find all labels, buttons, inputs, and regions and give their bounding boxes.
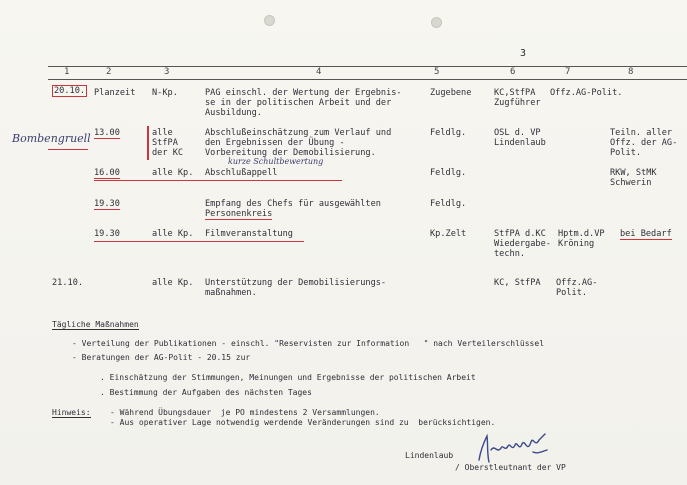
signature-rank: / Oberstleutnant der VP — [455, 463, 566, 472]
row2-activity-1: Abschlußeinschätzung zum Verlauf und — [205, 128, 392, 138]
row5-unit: alle Kp. — [152, 229, 194, 239]
row3-red-underline — [94, 180, 342, 181]
punch-hole-left — [264, 15, 275, 26]
row1-place: Zugebene — [430, 88, 472, 98]
row6-activity-1: Unterstützung der Demobilisierungs- — [205, 278, 387, 288]
punch-hole-right — [431, 17, 442, 28]
row1-unit: N-Kp. — [152, 88, 178, 98]
row1-activity-2: se in der politischen Arbeit und der — [205, 98, 392, 108]
notes-label: Hinweis: — [52, 408, 91, 417]
row6-participants-2: Polit. — [556, 288, 588, 298]
row2-remarks-3: Polit. — [610, 148, 642, 158]
row2-time: 13.00 — [94, 128, 120, 138]
col-num-4: 4 — [316, 67, 322, 77]
row5-participants-1: Hptm.d.VP — [558, 229, 605, 239]
row3-remarks-2: Schwerin — [610, 178, 652, 188]
activity-handwriting: kurze Schultbewertung — [228, 157, 324, 166]
row6-responsible: KC, StfPA — [494, 278, 541, 288]
row1-participants: Offz.AG-Polit. — [550, 88, 623, 98]
row4-activity-1: Empfang des Chefs für ausgewählten — [205, 199, 381, 209]
column-numbers — [0, 66, 687, 80]
daily-measure-subitem-1: . Einschätzung der Stimmungen, Meinungen und Ergebnisse der politischen Arbeit — [100, 373, 476, 382]
row1-activity-3: Ausbildung. — [205, 108, 262, 118]
row5-activity: Filmveranstaltung — [205, 229, 293, 239]
row2-responsible-1: OSL d. VP — [494, 128, 541, 138]
row6-participants-1: Offz.AG- — [556, 278, 598, 288]
row5-place: Kp.Zelt — [430, 229, 467, 239]
row1-responsible-1: KC,StfPA — [494, 88, 536, 98]
col-num-7: 7 — [565, 67, 571, 77]
col-num-2: 2 — [106, 67, 112, 77]
row3-time: 16.00 — [94, 168, 120, 178]
row5-responsible-1: StfPA d.KC — [494, 229, 546, 239]
row5-red-underline — [94, 241, 304, 242]
row5-time: 19.30 — [94, 229, 120, 239]
daily-measure-item-1: - Verteilung der Publikationen - einschl. "Reservisten zur Information " nach Verteilerschlüssel — [72, 339, 545, 348]
row2-remarks-2: Offz. der AG- — [610, 138, 678, 148]
margin-handwriting: Bombengruell — [12, 132, 91, 145]
row1-responsible-2: Zugführer — [494, 98, 541, 108]
row2-unit-1: alle — [152, 128, 173, 138]
row3-remarks-1: RKW, StMK — [610, 168, 657, 178]
col-num-6: 6 — [510, 67, 516, 77]
row4-place: Feldlg. — [430, 199, 467, 209]
row1-activity-1: PAG einschl. der Wertung der Ergebnis- — [205, 88, 402, 98]
row6-activity-2: maßnahmen. — [205, 288, 257, 298]
row2-unit-2: StfPA — [152, 138, 178, 148]
row6-date: 21.10. — [52, 278, 84, 288]
row4-time: 19.30 — [94, 199, 120, 209]
row6-unit: alle Kp. — [152, 278, 194, 288]
row3-place: Feldlg. — [430, 168, 467, 178]
note-item-1: - Während Übungsdauer je PO mindestens 2 Versammlungen. — [110, 408, 380, 417]
row2-remarks-1: Teiln. aller — [610, 128, 673, 138]
row1-time: Planzeit — [94, 88, 136, 98]
row5-responsible-3: techn. — [494, 249, 526, 259]
row2-activity-2: den Ergebnissen der Übung - — [205, 138, 345, 148]
row5-remarks: bei Bedarf — [620, 229, 672, 239]
row1-date: 20.10. — [54, 86, 86, 96]
note-item-2: - Aus operativer Lage notwendig werdende Veränderungen sind zu berücksichtigen. — [110, 418, 496, 427]
signature-name: Lindenlaub — [405, 451, 454, 460]
row5-responsible-2: Wiedergabe- — [494, 239, 551, 249]
col-num-5: 5 — [434, 67, 440, 77]
row5-participants-2: Kröning — [558, 239, 595, 249]
daily-measure-item-2: - Beratungen der AG-Polit - 20.15 zur — [72, 353, 251, 362]
row2-place: Feldlg. — [430, 128, 467, 138]
col-num-3: 3 — [164, 67, 170, 77]
daily-measure-subitem-2: . Bestimmung der Aufgaben des nächsten Tages — [100, 388, 312, 397]
row3-activity: Abschlußappell — [205, 168, 278, 178]
margin-red-underline — [48, 149, 88, 150]
page-number: 3 — [520, 48, 527, 59]
row2-responsible-2: Lindenlaub — [494, 138, 546, 148]
row3-unit: alle Kp. — [152, 168, 194, 178]
row2-unit-3: der KC — [152, 148, 184, 158]
col-num-1: 1 — [64, 67, 70, 77]
col-num-8: 8 — [628, 67, 634, 77]
row4-activity-2: Personenkreis — [205, 209, 273, 219]
row2-activity-3: Vorbereitung der Demobilisierung. — [205, 148, 376, 158]
handwritten-signature — [475, 430, 555, 470]
row2-red-bracket — [147, 126, 149, 160]
daily-measures-heading: Tägliche Maßnahmen — [52, 320, 139, 329]
header-rule-bottom — [48, 79, 687, 80]
